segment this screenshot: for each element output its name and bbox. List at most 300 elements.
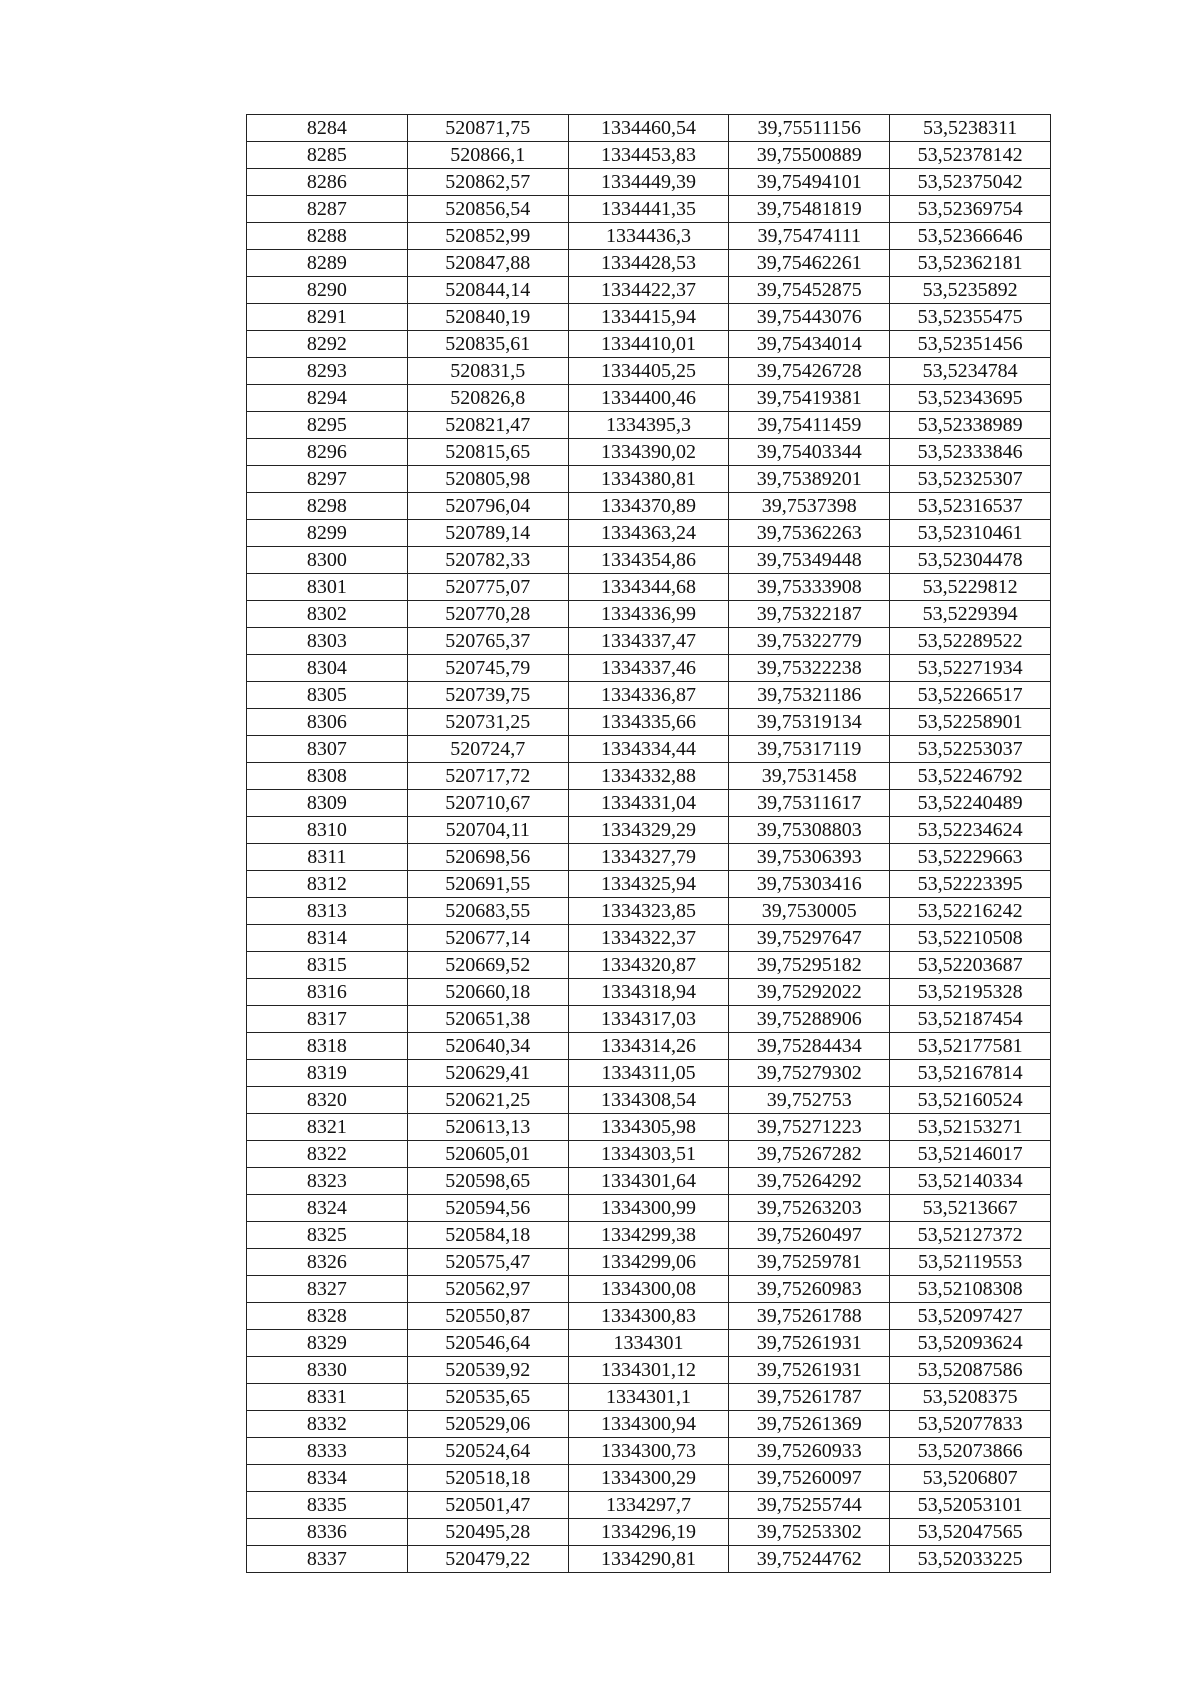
x-coordinate-cell: 520710,67	[407, 790, 568, 817]
y-coordinate-cell: 1334322,37	[568, 925, 729, 952]
longitude-cell: 39,75474111	[729, 223, 890, 250]
longitude-cell: 39,75288906	[729, 1006, 890, 1033]
table-row	[247, 1114, 1051, 1141]
table-row	[247, 1006, 1051, 1033]
point-number-cell: 8334	[247, 1465, 408, 1492]
y-coordinate-cell: 1334436,3	[568, 223, 729, 250]
longitude-cell: 39,75322238	[729, 655, 890, 682]
longitude-cell: 39,75511156	[729, 115, 890, 142]
longitude-cell: 39,75322187	[729, 601, 890, 628]
x-coordinate-cell: 520651,38	[407, 1006, 568, 1033]
longitude-cell: 39,75261931	[729, 1357, 890, 1384]
latitude-cell: 53,5234784	[890, 358, 1051, 385]
table-row	[247, 142, 1051, 169]
latitude-cell: 53,52097427	[890, 1303, 1051, 1330]
point-number-cell: 8321	[247, 1114, 408, 1141]
latitude-cell: 53,52355475	[890, 304, 1051, 331]
table-row	[247, 979, 1051, 1006]
table-row	[247, 817, 1051, 844]
y-coordinate-cell: 1334317,03	[568, 1006, 729, 1033]
longitude-cell: 39,75284434	[729, 1033, 890, 1060]
y-coordinate-cell: 1334460,54	[568, 115, 729, 142]
point-number-cell: 8319	[247, 1060, 408, 1087]
point-number-cell: 8335	[247, 1492, 408, 1519]
point-number-cell: 8312	[247, 871, 408, 898]
table-row	[247, 601, 1051, 628]
latitude-cell: 53,52240489	[890, 790, 1051, 817]
latitude-cell: 53,52140334	[890, 1168, 1051, 1195]
y-coordinate-cell: 1334415,94	[568, 304, 729, 331]
longitude-cell: 39,75322779	[729, 628, 890, 655]
x-coordinate-cell: 520724,7	[407, 736, 568, 763]
latitude-cell: 53,52127372	[890, 1222, 1051, 1249]
longitude-cell: 39,75308803	[729, 817, 890, 844]
longitude-cell: 39,75260497	[729, 1222, 890, 1249]
y-coordinate-cell: 1334300,73	[568, 1438, 729, 1465]
longitude-cell: 39,75419381	[729, 385, 890, 412]
x-coordinate-cell: 520815,65	[407, 439, 568, 466]
x-coordinate-cell: 520598,65	[407, 1168, 568, 1195]
y-coordinate-cell: 1334308,54	[568, 1087, 729, 1114]
y-coordinate-cell: 1334370,89	[568, 493, 729, 520]
point-number-cell: 8296	[247, 439, 408, 466]
longitude-cell: 39,7537398	[729, 493, 890, 520]
y-coordinate-cell: 1334314,26	[568, 1033, 729, 1060]
latitude-cell: 53,52203687	[890, 952, 1051, 979]
table-row	[247, 844, 1051, 871]
y-coordinate-cell: 1334323,85	[568, 898, 729, 925]
latitude-cell: 53,52343695	[890, 385, 1051, 412]
longitude-cell: 39,75261787	[729, 1384, 890, 1411]
latitude-cell: 53,52087586	[890, 1357, 1051, 1384]
x-coordinate-cell: 520677,14	[407, 925, 568, 952]
table-row	[247, 196, 1051, 223]
x-coordinate-cell: 520871,75	[407, 115, 568, 142]
x-coordinate-cell: 520782,33	[407, 547, 568, 574]
table-row	[247, 358, 1051, 385]
latitude-cell: 53,5235892	[890, 277, 1051, 304]
table-row	[247, 1465, 1051, 1492]
y-coordinate-cell: 1334405,25	[568, 358, 729, 385]
point-number-cell: 8294	[247, 385, 408, 412]
table-row	[247, 1546, 1051, 1573]
point-number-cell: 8305	[247, 682, 408, 709]
latitude-cell: 53,52351456	[890, 331, 1051, 358]
longitude-cell: 39,75443076	[729, 304, 890, 331]
point-number-cell: 8322	[247, 1141, 408, 1168]
point-number-cell: 8298	[247, 493, 408, 520]
coordinates-table	[246, 114, 1051, 1573]
longitude-cell: 39,75271223	[729, 1114, 890, 1141]
longitude-cell: 39,7531458	[729, 763, 890, 790]
x-coordinate-cell: 520562,97	[407, 1276, 568, 1303]
point-number-cell: 8337	[247, 1546, 408, 1573]
y-coordinate-cell: 1334329,29	[568, 817, 729, 844]
x-coordinate-cell: 520789,14	[407, 520, 568, 547]
point-number-cell: 8323	[247, 1168, 408, 1195]
x-coordinate-cell: 520852,99	[407, 223, 568, 250]
y-coordinate-cell: 1334331,04	[568, 790, 729, 817]
point-number-cell: 8286	[247, 169, 408, 196]
point-number-cell: 8318	[247, 1033, 408, 1060]
longitude-cell: 39,75303416	[729, 871, 890, 898]
longitude-cell: 39,75426728	[729, 358, 890, 385]
latitude-cell: 53,52195328	[890, 979, 1051, 1006]
table-row	[247, 520, 1051, 547]
longitude-cell: 39,75279302	[729, 1060, 890, 1087]
longitude-cell: 39,75462261	[729, 250, 890, 277]
x-coordinate-cell: 520704,11	[407, 817, 568, 844]
latitude-cell: 53,52053101	[890, 1492, 1051, 1519]
table-row	[247, 1384, 1051, 1411]
point-number-cell: 8303	[247, 628, 408, 655]
latitude-cell: 53,52271934	[890, 655, 1051, 682]
point-number-cell: 8304	[247, 655, 408, 682]
latitude-cell: 53,52177581	[890, 1033, 1051, 1060]
longitude-cell: 39,75261369	[729, 1411, 890, 1438]
y-coordinate-cell: 1334301,64	[568, 1168, 729, 1195]
point-number-cell: 8310	[247, 817, 408, 844]
longitude-cell: 39,75292022	[729, 979, 890, 1006]
y-coordinate-cell: 1334380,81	[568, 466, 729, 493]
latitude-cell: 53,52119553	[890, 1249, 1051, 1276]
table-row	[247, 1168, 1051, 1195]
latitude-cell: 53,52362181	[890, 250, 1051, 277]
longitude-cell: 39,75349448	[729, 547, 890, 574]
x-coordinate-cell: 520840,19	[407, 304, 568, 331]
y-coordinate-cell: 1334299,06	[568, 1249, 729, 1276]
latitude-cell: 53,5206807	[890, 1465, 1051, 1492]
y-coordinate-cell: 1334410,01	[568, 331, 729, 358]
point-number-cell: 8324	[247, 1195, 408, 1222]
longitude-cell: 39,75311617	[729, 790, 890, 817]
x-coordinate-cell: 520765,37	[407, 628, 568, 655]
point-number-cell: 8295	[247, 412, 408, 439]
y-coordinate-cell: 1334303,51	[568, 1141, 729, 1168]
latitude-cell: 53,52160524	[890, 1087, 1051, 1114]
latitude-cell: 53,52234624	[890, 817, 1051, 844]
y-coordinate-cell: 1334400,46	[568, 385, 729, 412]
table-row	[247, 250, 1051, 277]
point-number-cell: 8292	[247, 331, 408, 358]
point-number-cell: 8315	[247, 952, 408, 979]
y-coordinate-cell: 1334299,38	[568, 1222, 729, 1249]
table-row	[247, 1357, 1051, 1384]
table-row	[247, 304, 1051, 331]
table-row	[247, 574, 1051, 601]
y-coordinate-cell: 1334354,86	[568, 547, 729, 574]
y-coordinate-cell: 1334334,44	[568, 736, 729, 763]
table-row	[247, 628, 1051, 655]
point-number-cell: 8326	[247, 1249, 408, 1276]
point-number-cell: 8317	[247, 1006, 408, 1033]
table-row	[247, 1249, 1051, 1276]
longitude-cell: 39,75452875	[729, 277, 890, 304]
point-number-cell: 8330	[247, 1357, 408, 1384]
table-row	[247, 1411, 1051, 1438]
x-coordinate-cell: 520501,47	[407, 1492, 568, 1519]
x-coordinate-cell: 520546,64	[407, 1330, 568, 1357]
y-coordinate-cell: 1334300,29	[568, 1465, 729, 1492]
longitude-cell: 39,75264292	[729, 1168, 890, 1195]
point-number-cell: 8306	[247, 709, 408, 736]
table-row	[247, 493, 1051, 520]
latitude-cell: 53,52216242	[890, 898, 1051, 925]
latitude-cell: 53,52153271	[890, 1114, 1051, 1141]
table-row	[247, 1276, 1051, 1303]
y-coordinate-cell: 1334301,12	[568, 1357, 729, 1384]
longitude-cell: 39,75261931	[729, 1330, 890, 1357]
latitude-cell: 53,5208375	[890, 1384, 1051, 1411]
table-row	[247, 952, 1051, 979]
table-row	[247, 466, 1051, 493]
point-number-cell: 8327	[247, 1276, 408, 1303]
y-coordinate-cell: 1334300,08	[568, 1276, 729, 1303]
x-coordinate-cell: 520698,56	[407, 844, 568, 871]
longitude-cell: 39,75500889	[729, 142, 890, 169]
table-row	[247, 439, 1051, 466]
latitude-cell: 53,52108308	[890, 1276, 1051, 1303]
x-coordinate-cell: 520847,88	[407, 250, 568, 277]
point-number-cell: 8333	[247, 1438, 408, 1465]
table-row	[247, 115, 1051, 142]
point-number-cell: 8329	[247, 1330, 408, 1357]
longitude-cell: 39,75321186	[729, 682, 890, 709]
point-number-cell: 8313	[247, 898, 408, 925]
x-coordinate-cell: 520796,04	[407, 493, 568, 520]
table-row	[247, 898, 1051, 925]
x-coordinate-cell: 520529,06	[407, 1411, 568, 1438]
latitude-cell: 53,52258901	[890, 709, 1051, 736]
longitude-cell: 39,75389201	[729, 466, 890, 493]
table-row	[247, 655, 1051, 682]
table-row	[247, 871, 1051, 898]
x-coordinate-cell: 520550,87	[407, 1303, 568, 1330]
x-coordinate-cell: 520745,79	[407, 655, 568, 682]
y-coordinate-cell: 1334305,98	[568, 1114, 729, 1141]
x-coordinate-cell: 520584,18	[407, 1222, 568, 1249]
latitude-cell: 53,52210508	[890, 925, 1051, 952]
x-coordinate-cell: 520731,25	[407, 709, 568, 736]
latitude-cell: 53,5229812	[890, 574, 1051, 601]
table-row	[247, 763, 1051, 790]
table-row	[247, 1438, 1051, 1465]
longitude-cell: 39,75260933	[729, 1438, 890, 1465]
point-number-cell: 8308	[247, 763, 408, 790]
coordinates-table-body	[247, 115, 1051, 1573]
latitude-cell: 53,52304478	[890, 547, 1051, 574]
longitude-cell: 39,75434014	[729, 331, 890, 358]
latitude-cell: 53,52167814	[890, 1060, 1051, 1087]
longitude-cell: 39,75295182	[729, 952, 890, 979]
table-row	[247, 385, 1051, 412]
x-coordinate-cell: 520775,07	[407, 574, 568, 601]
x-coordinate-cell: 520535,65	[407, 1384, 568, 1411]
y-coordinate-cell: 1334318,94	[568, 979, 729, 1006]
latitude-cell: 53,52073866	[890, 1438, 1051, 1465]
table-row	[247, 223, 1051, 250]
longitude-cell: 39,7530005	[729, 898, 890, 925]
latitude-cell: 53,52378142	[890, 142, 1051, 169]
x-coordinate-cell: 520613,13	[407, 1114, 568, 1141]
y-coordinate-cell: 1334449,39	[568, 169, 729, 196]
point-number-cell: 8336	[247, 1519, 408, 1546]
table-row	[247, 547, 1051, 574]
y-coordinate-cell: 1334344,68	[568, 574, 729, 601]
y-coordinate-cell: 1334395,3	[568, 412, 729, 439]
y-coordinate-cell: 1334335,66	[568, 709, 729, 736]
point-number-cell: 8309	[247, 790, 408, 817]
point-number-cell: 8316	[247, 979, 408, 1006]
y-coordinate-cell: 1334296,19	[568, 1519, 729, 1546]
table-row	[247, 1060, 1051, 1087]
x-coordinate-cell: 520844,14	[407, 277, 568, 304]
x-coordinate-cell: 520669,52	[407, 952, 568, 979]
longitude-cell: 39,75317119	[729, 736, 890, 763]
point-number-cell: 8301	[247, 574, 408, 601]
latitude-cell: 53,52077833	[890, 1411, 1051, 1438]
longitude-cell: 39,75267282	[729, 1141, 890, 1168]
table-row	[247, 412, 1051, 439]
latitude-cell: 53,52187454	[890, 1006, 1051, 1033]
x-coordinate-cell: 520739,75	[407, 682, 568, 709]
table-row	[247, 1303, 1051, 1330]
y-coordinate-cell: 1334320,87	[568, 952, 729, 979]
table-row	[247, 1222, 1051, 1249]
x-coordinate-cell: 520856,54	[407, 196, 568, 223]
latitude-cell: 53,52047565	[890, 1519, 1051, 1546]
longitude-cell: 39,75403344	[729, 439, 890, 466]
longitude-cell: 39,752753	[729, 1087, 890, 1114]
table-row	[247, 1195, 1051, 1222]
table-row	[247, 1519, 1051, 1546]
table-row	[247, 1141, 1051, 1168]
y-coordinate-cell: 1334363,24	[568, 520, 729, 547]
longitude-cell: 39,75259781	[729, 1249, 890, 1276]
point-number-cell: 8288	[247, 223, 408, 250]
table-row	[247, 682, 1051, 709]
x-coordinate-cell: 520821,47	[407, 412, 568, 439]
x-coordinate-cell: 520835,61	[407, 331, 568, 358]
x-coordinate-cell: 520683,55	[407, 898, 568, 925]
x-coordinate-cell: 520770,28	[407, 601, 568, 628]
point-number-cell: 8293	[247, 358, 408, 385]
x-coordinate-cell: 520660,18	[407, 979, 568, 1006]
table-row	[247, 277, 1051, 304]
table-row	[247, 1087, 1051, 1114]
x-coordinate-cell: 520575,47	[407, 1249, 568, 1276]
x-coordinate-cell: 520862,57	[407, 169, 568, 196]
x-coordinate-cell: 520629,41	[407, 1060, 568, 1087]
longitude-cell: 39,75263203	[729, 1195, 890, 1222]
x-coordinate-cell: 520539,92	[407, 1357, 568, 1384]
y-coordinate-cell: 1334453,83	[568, 142, 729, 169]
longitude-cell: 39,75244762	[729, 1546, 890, 1573]
longitude-cell: 39,75297647	[729, 925, 890, 952]
latitude-cell: 53,52310461	[890, 520, 1051, 547]
latitude-cell: 53,52093624	[890, 1330, 1051, 1357]
table-row	[247, 169, 1051, 196]
table-row	[247, 790, 1051, 817]
y-coordinate-cell: 1334290,81	[568, 1546, 729, 1573]
latitude-cell: 53,52338989	[890, 412, 1051, 439]
latitude-cell: 53,52223395	[890, 871, 1051, 898]
point-number-cell: 8328	[247, 1303, 408, 1330]
x-coordinate-cell: 520605,01	[407, 1141, 568, 1168]
longitude-cell: 39,75306393	[729, 844, 890, 871]
point-number-cell: 8314	[247, 925, 408, 952]
x-coordinate-cell: 520621,25	[407, 1087, 568, 1114]
x-coordinate-cell: 520866,1	[407, 142, 568, 169]
latitude-cell: 53,52266517	[890, 682, 1051, 709]
longitude-cell: 39,75260983	[729, 1276, 890, 1303]
x-coordinate-cell: 520524,64	[407, 1438, 568, 1465]
latitude-cell: 53,52375042	[890, 169, 1051, 196]
y-coordinate-cell: 1334300,94	[568, 1411, 729, 1438]
x-coordinate-cell: 520826,8	[407, 385, 568, 412]
latitude-cell: 53,52253037	[890, 736, 1051, 763]
latitude-cell: 53,52246792	[890, 763, 1051, 790]
x-coordinate-cell: 520691,55	[407, 871, 568, 898]
longitude-cell: 39,75362263	[729, 520, 890, 547]
table-row	[247, 1033, 1051, 1060]
y-coordinate-cell: 1334390,02	[568, 439, 729, 466]
x-coordinate-cell: 520640,34	[407, 1033, 568, 1060]
latitude-cell: 53,52333846	[890, 439, 1051, 466]
point-number-cell: 8299	[247, 520, 408, 547]
point-number-cell: 8331	[247, 1384, 408, 1411]
x-coordinate-cell: 520805,98	[407, 466, 568, 493]
y-coordinate-cell: 1334300,83	[568, 1303, 729, 1330]
point-number-cell: 8311	[247, 844, 408, 871]
longitude-cell: 39,75260097	[729, 1465, 890, 1492]
x-coordinate-cell: 520479,22	[407, 1546, 568, 1573]
point-number-cell: 8320	[247, 1087, 408, 1114]
point-number-cell: 8297	[247, 466, 408, 493]
longitude-cell: 39,75411459	[729, 412, 890, 439]
latitude-cell: 53,5213667	[890, 1195, 1051, 1222]
longitude-cell: 39,75319134	[729, 709, 890, 736]
y-coordinate-cell: 1334428,53	[568, 250, 729, 277]
y-coordinate-cell: 1334441,35	[568, 196, 729, 223]
table-row	[247, 1492, 1051, 1519]
table-row	[247, 709, 1051, 736]
y-coordinate-cell: 1334301	[568, 1330, 729, 1357]
table-row	[247, 925, 1051, 952]
point-number-cell: 8325	[247, 1222, 408, 1249]
table-row	[247, 736, 1051, 763]
y-coordinate-cell: 1334301,1	[568, 1384, 729, 1411]
longitude-cell: 39,75494101	[729, 169, 890, 196]
point-number-cell: 8284	[247, 115, 408, 142]
y-coordinate-cell: 1334337,46	[568, 655, 729, 682]
y-coordinate-cell: 1334297,7	[568, 1492, 729, 1519]
point-number-cell: 8291	[247, 304, 408, 331]
x-coordinate-cell: 520717,72	[407, 763, 568, 790]
latitude-cell: 53,52369754	[890, 196, 1051, 223]
y-coordinate-cell: 1334332,88	[568, 763, 729, 790]
latitude-cell: 53,5229394	[890, 601, 1051, 628]
point-number-cell: 8285	[247, 142, 408, 169]
longitude-cell: 39,75255744	[729, 1492, 890, 1519]
point-number-cell: 8300	[247, 547, 408, 574]
longitude-cell: 39,75333908	[729, 574, 890, 601]
latitude-cell: 53,5238311	[890, 115, 1051, 142]
longitude-cell: 39,75481819	[729, 196, 890, 223]
latitude-cell: 53,52325307	[890, 466, 1051, 493]
table-row	[247, 331, 1051, 358]
longitude-cell: 39,75253302	[729, 1519, 890, 1546]
